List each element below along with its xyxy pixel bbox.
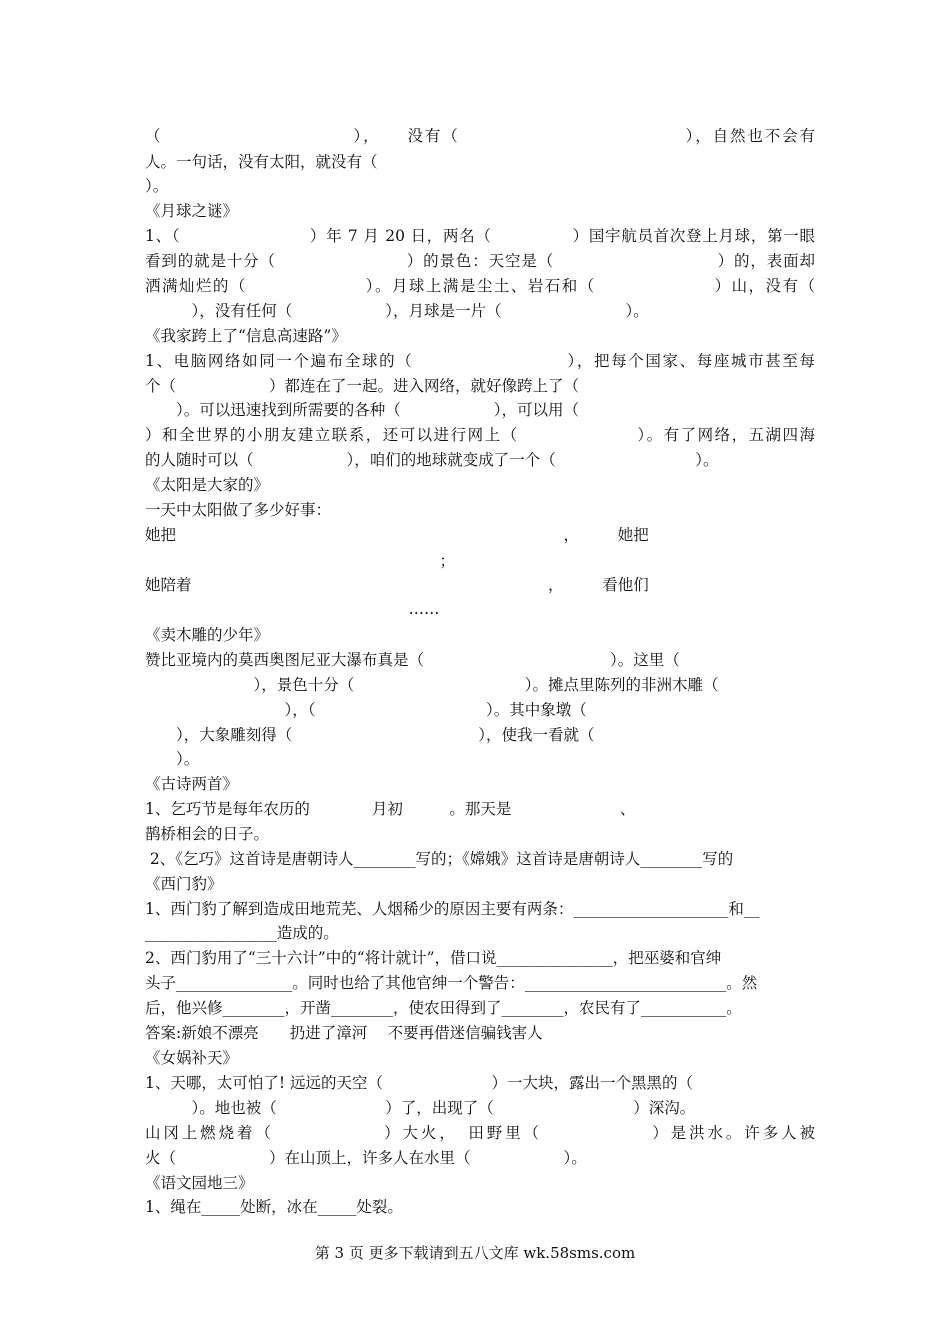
answer-line: 答案:新娘不漂亮 扔进了漳河 不要再借迷信骗钱害人: [145, 1024, 543, 1042]
section-title: 《西门豹》: [145, 875, 223, 893]
text-line: 1、西门豹了解到造成田地荒芜、人烟稀少的原因主要有两条：____________________和__: [145, 900, 760, 918]
text-line: 1、天哪，太可怕了! 远远的天空（ ）一大块，露出一个黑黑的（: [145, 1074, 694, 1092]
text-line: 人。一句话，没有太阳，就没有（: [145, 153, 378, 171]
text-line: 1、绳在_____处断，冰在_____处裂。: [145, 1198, 403, 1216]
text-line: 火（ ）在山顶上，许多人在水里（ ）。: [145, 1149, 587, 1167]
text-line: 一天中太阳做了多少好事：: [145, 501, 332, 519]
text-line: 1、电脑网络如同一个遍布全球的（ ），把每个国家、每座城市甚至每: [145, 352, 815, 370]
text-line: 鹊桥相会的日子。: [145, 825, 270, 843]
section-title: 《我家跨上了“信息高速路”》: [145, 327, 347, 345]
text-line: 2、《乞巧》这首诗是唐朝诗人________写的；《嫦娥》这首诗是唐朝诗人________写的: [145, 850, 734, 868]
text-line: 后，他兴修________，开凿________，使农田得到了________，农民有了___________。: [145, 999, 742, 1017]
text-line: 2、西门豹用了“三十六计”中的“将计就计”，借口说_______________，把巫婆和官绅: [145, 949, 722, 967]
text-line: ；: [145, 552, 456, 570]
section-title: 《卖木雕的少年》: [145, 626, 270, 644]
text-line: _________________造成的。: [145, 924, 339, 942]
text-line: 山冈上燃烧着（ ）大火， 田野里（ ）是洪水。许多人被: [145, 1124, 815, 1142]
text-line: 1、（ ）年 7 月 20 日，两名（ ）国宇航员首次登上月球，第一眼: [145, 227, 815, 245]
page-footer: 第 3 页 更多下载请到五八文库 wk.58sms.com: [314, 1244, 636, 1262]
text-line: ），景色十分（ ）。摊点里陈列的非洲木雕（: [145, 676, 719, 694]
text-line: ）。可以迅速找到所需要的各种（ ），可以用（: [145, 401, 580, 419]
text-line: 赞比亚境内的莫西奥图尼亚大瀑布真是（ ）。这里（: [145, 651, 680, 669]
text-line: ）和全世界的小朋友建立联系，还可以进行网上（ ）。有了网络，五湖四海: [145, 426, 815, 444]
text-line: 1、乞巧节是每年农历的 月初 。那天是 、: [145, 800, 636, 818]
section-title: 《语文园地三》: [145, 1174, 254, 1192]
text-line: 她把 ， 她把: [145, 526, 649, 544]
text-line: 洒满灿烂的（ ）。月球上满是尘土、岩石和（ ）山，没有（: [145, 277, 815, 295]
text-line: 个（ ）都连在了一起。进入网络，就好像跨上了（: [145, 377, 580, 395]
text-line: ）。: [145, 177, 169, 195]
text-line: ）。: [145, 750, 200, 768]
text-line: ），没有任何（ ），月球是一片（ ）。: [145, 302, 649, 320]
text-line: （ ）， 没有（ ），自然也不会有: [145, 127, 815, 145]
section-title: 《古诗两首》: [145, 775, 239, 793]
section-title: 《太阳是大家的》: [145, 476, 270, 494]
text-line: 的人随时可以（ ），咱们的地球就变成了一个（ ）。: [145, 451, 719, 469]
section-title: 《女娲补天》: [145, 1049, 239, 1067]
text-line: 看到的就是十分（ ）的景色：天空是（ ）的，表面却: [145, 252, 815, 270]
text-line: 她陪着 ， 看他们: [145, 576, 649, 594]
text-line: ）。地也被（ ）了，出现了（ ）深沟。: [145, 1099, 696, 1117]
section-title: 《月球之谜》: [145, 202, 239, 220]
text-line: ），（ ）。其中象墩（: [145, 701, 587, 719]
text-line: ），大象雕刻得（ ），使我一看就（: [145, 726, 595, 744]
text-line: 头子_______________。同时也给了其他官绅一个警告：__________________________。然: [145, 974, 758, 992]
text-line: ……: [145, 600, 440, 618]
